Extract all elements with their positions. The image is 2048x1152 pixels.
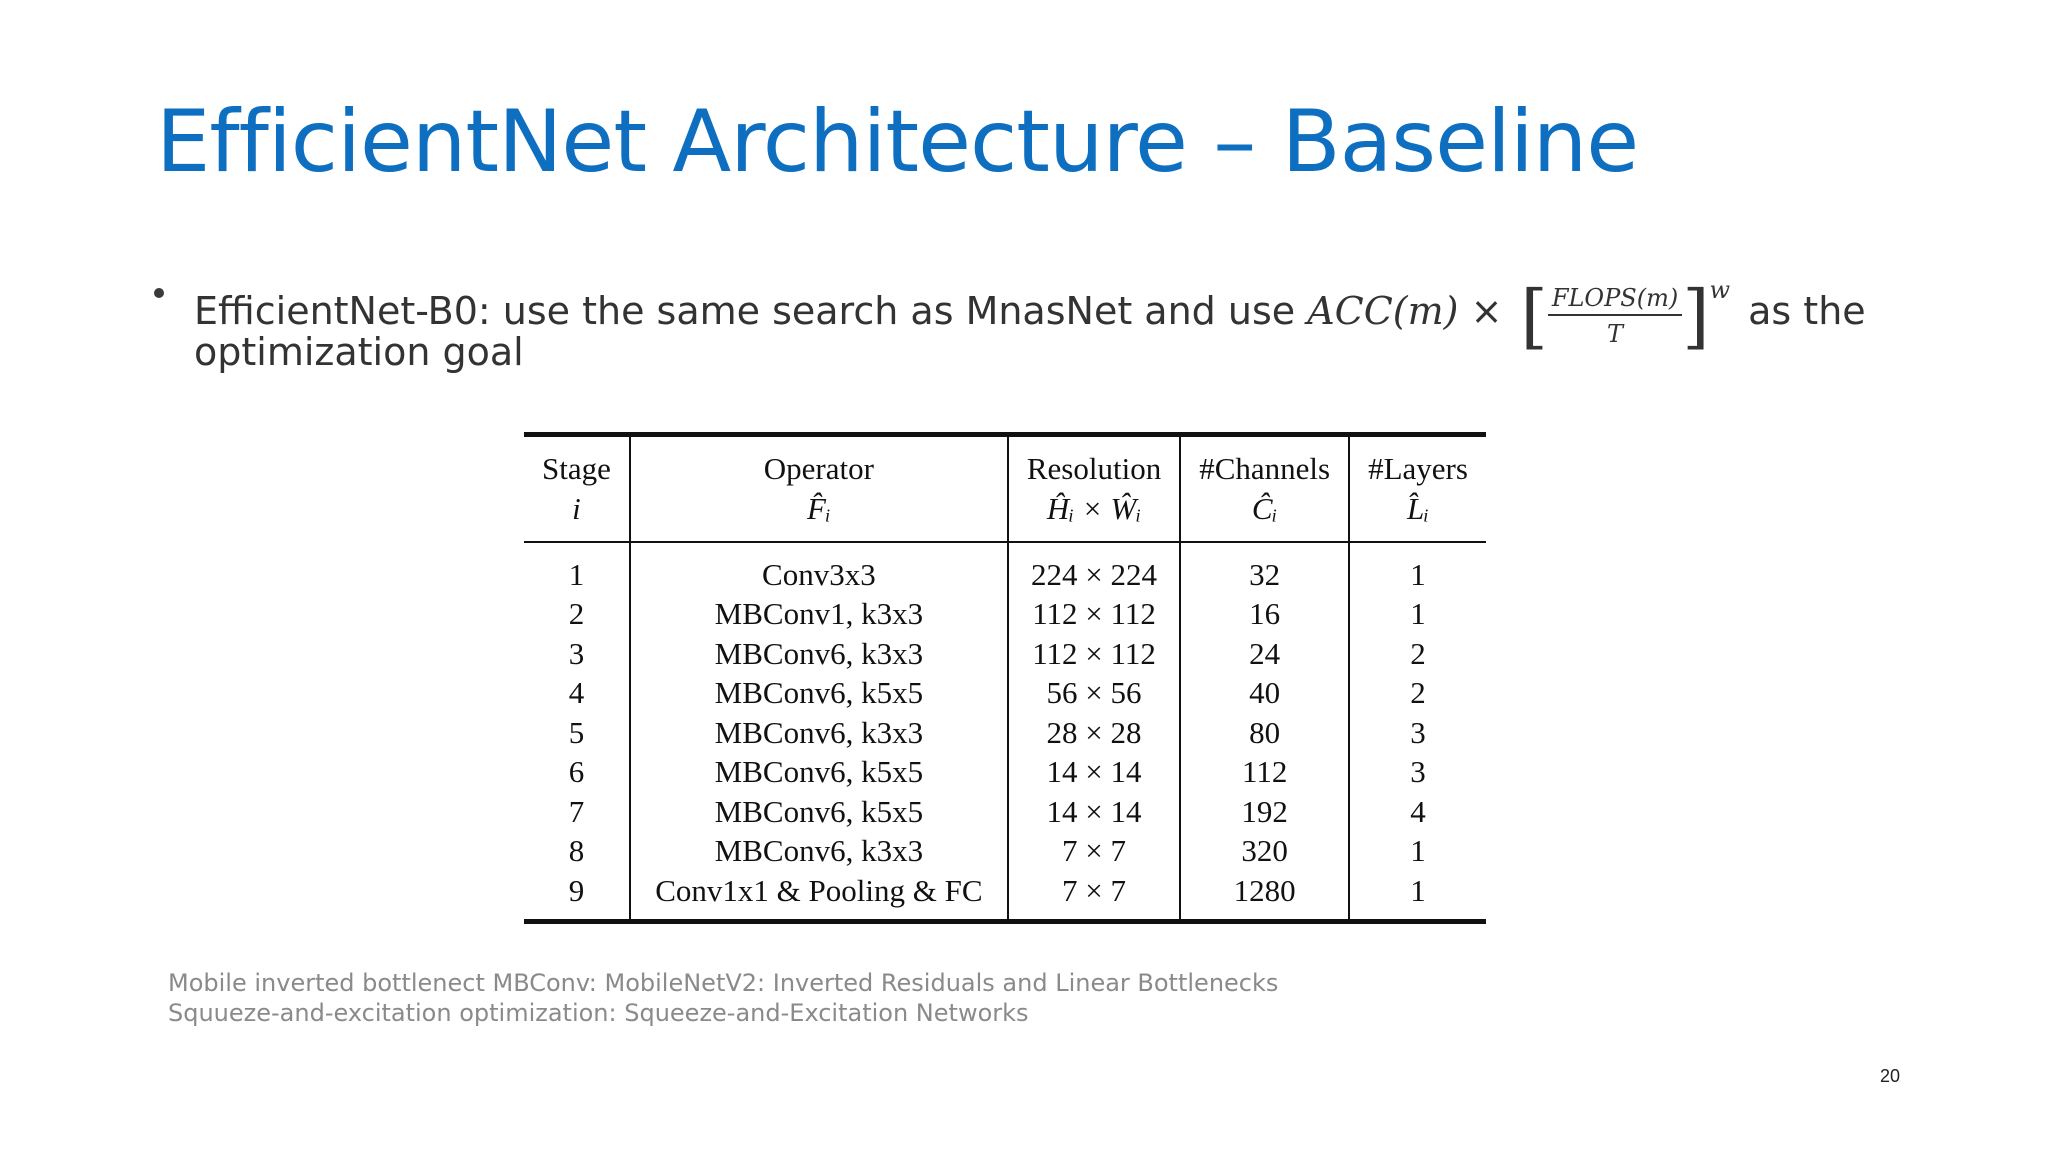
cell-channels: 1280 [1180, 871, 1349, 921]
table-row [524, 713, 1486, 753]
frac-numerator: FLOPS(m) [1548, 284, 1682, 316]
cell-layers: 1 [1349, 832, 1486, 872]
cell-stage: 4 [568, 675, 585, 711]
cell-stage: 6 [568, 754, 585, 790]
bullet-icon [154, 288, 164, 298]
cell-operator: MBConv6, k5x5 [630, 792, 1008, 832]
table-row [524, 832, 1486, 872]
cell-operator: MBConv6, k3x3 [630, 713, 1008, 753]
table-row [524, 595, 1486, 635]
reference-line: Mobile inverted bottlenect MBConv: MobileNetV2: Inverted Residuals and Linear Bottlenecks [168, 969, 1279, 997]
header-stage: Stage [542, 451, 611, 486]
bullet-lead: EfficientNet-B0 [194, 288, 478, 333]
cell-operator: MBConv6, k3x3 [630, 832, 1008, 872]
cell-stage: 3 [568, 635, 585, 671]
cell-resolution: 56 × 56 [1008, 674, 1180, 714]
cell-channels: 192 [1180, 792, 1349, 832]
frac-denominator: T [1607, 319, 1624, 348]
math-acc: ACC(m) [1307, 288, 1459, 333]
header-channels: #Channels [1180, 435, 1349, 490]
header-resolution-symbol: Ĥᵢ × Ŵᵢ [1008, 489, 1180, 542]
cell-resolution: 28 × 28 [1008, 713, 1180, 753]
cell-layers: 1 [1349, 871, 1486, 921]
cell-resolution: 14 × 14 [1008, 753, 1180, 793]
bullet-line-2: optimization goal [194, 330, 524, 374]
cell-channels: 16 [1180, 595, 1349, 635]
math-times: × [1470, 288, 1503, 333]
cell-layers: 3 [1349, 753, 1486, 793]
header-operator-symbol: F̂ᵢ [630, 489, 1008, 542]
cell-channels: 32 [1180, 542, 1349, 595]
header-channels-symbol: Ĉᵢ [1180, 489, 1349, 542]
cell-stage: 8 [568, 833, 585, 869]
cell-resolution: 112 × 112 [1008, 595, 1180, 635]
header-layers: #Layers [1349, 435, 1486, 490]
header-stage-symbol: i [572, 491, 581, 526]
page-number: 20 [1880, 1066, 1901, 1086]
cell-layers: 4 [1349, 792, 1486, 832]
cell-layers: 1 [1349, 595, 1486, 635]
table-row [524, 634, 1486, 674]
header-operator: Operator [630, 435, 1008, 490]
cell-channels: 40 [1180, 674, 1349, 714]
cell-channels: 112 [1180, 753, 1349, 793]
table-row [524, 871, 1486, 921]
cell-channels: 80 [1180, 713, 1349, 753]
cell-channels: 320 [1180, 832, 1349, 872]
cell-resolution: 14 × 14 [1008, 792, 1180, 832]
right-bracket: ] [1682, 274, 1710, 357]
cell-stage: 2 [568, 596, 585, 632]
cell-layers: 3 [1349, 713, 1486, 753]
cell-operator: MBConv6, k5x5 [630, 753, 1008, 793]
cell-operator: MBConv1, k3x3 [630, 595, 1008, 635]
cell-stage: 7 [568, 793, 585, 829]
references [168, 968, 1278, 1028]
reference-line: Squueze-and-excitation optimization: Squeeze-and-Excitation Networks [168, 999, 1029, 1027]
table-row [524, 753, 1486, 793]
cell-layers: 2 [1349, 674, 1486, 714]
header-layers-symbol: L̂ᵢ [1349, 489, 1486, 542]
architecture-table [524, 432, 1486, 924]
cell-stage: 1 [568, 556, 585, 592]
cell-channels: 24 [1180, 634, 1349, 674]
cell-stage: 9 [568, 872, 585, 908]
cell-operator: Conv3x3 [630, 542, 1008, 595]
bullet-text-before: : use the same search as MnasNet and use [477, 288, 1308, 333]
table-row [524, 792, 1486, 832]
left-bracket: [ [1520, 274, 1548, 357]
cell-layers: 2 [1349, 634, 1486, 674]
cell-resolution: 224 × 224 [1008, 542, 1180, 595]
cell-resolution: 112 × 112 [1008, 634, 1180, 674]
header-resolution: Resolution [1008, 435, 1180, 490]
cell-layers: 1 [1349, 542, 1486, 595]
math-fraction [1520, 274, 1731, 357]
cell-stage: 5 [568, 714, 585, 750]
slide-title: EfficientNet Architecture – Baseline [156, 92, 1639, 192]
cell-operator: MBConv6, k5x5 [630, 674, 1008, 714]
math-exponent: w [1709, 276, 1731, 304]
cell-resolution: 7 × 7 [1008, 832, 1180, 872]
cell-resolution: 7 × 7 [1008, 871, 1180, 921]
bullet-text-after: as the [1748, 288, 1866, 333]
table-row [524, 674, 1486, 714]
table-row [524, 542, 1486, 595]
cell-operator: MBConv6, k3x3 [630, 634, 1008, 674]
cell-operator: Conv1x1 & Pooling & FC [630, 871, 1008, 921]
